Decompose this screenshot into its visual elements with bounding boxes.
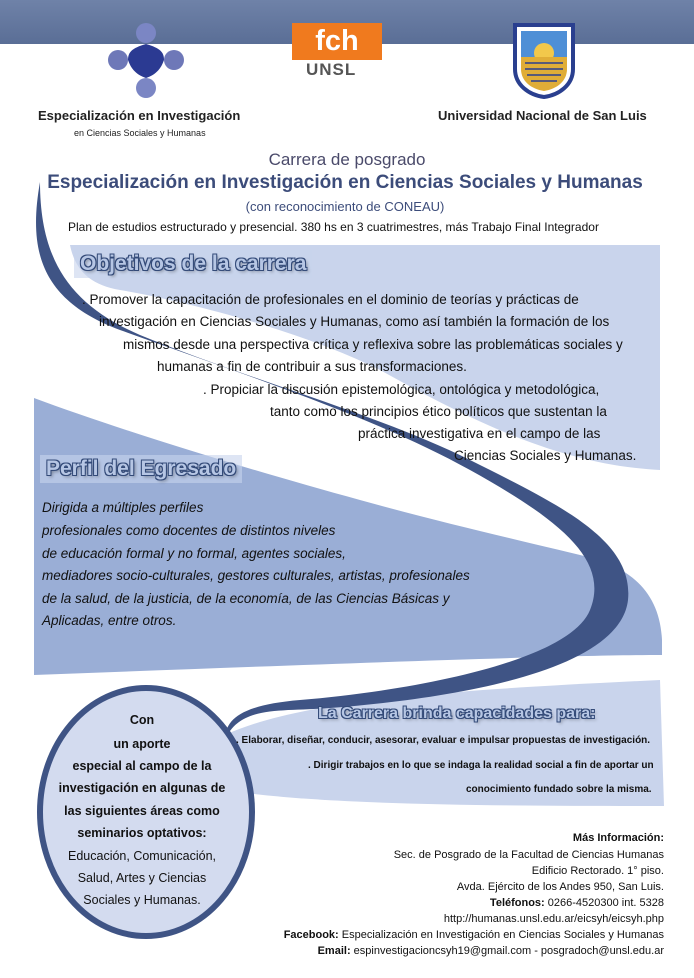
seminar-intro-line: seminarios optativos: — [77, 826, 207, 840]
contact-phone — [490, 897, 664, 909]
profile-line: mediadores socio-culturales, gestores culturales, artistas, profesionales — [42, 568, 470, 583]
seminar-area-line: Educación, Comunicación, — [68, 849, 216, 863]
facebook-label: Facebook: — [283, 929, 339, 941]
email-label: Email: — [317, 945, 351, 957]
seminar-intro-line: un aporte — [113, 737, 171, 751]
objective-line: práctica investigativa en el campo de las — [358, 426, 601, 441]
objective-line: humanas a fin de contribuir a sus transformaciones. — [157, 359, 467, 374]
objective-line: . Promover la capacitación de profesionales en el dominio de teorías y prácticas de — [82, 292, 579, 307]
objective-line: tanto como los principios ético políticos que sustentan la — [270, 404, 607, 419]
contact-email — [318, 945, 664, 957]
profile-line: Aplicadas, entre otros. — [42, 613, 177, 628]
contact-website-link[interactable]: http://humanas.unsl.edu.ar/eicsyh/eicsyh.php — [443, 913, 664, 925]
career-kicker: Carrera de posgrado — [268, 150, 426, 169]
objective-line: Ciencias Sociales y Humanas. — [454, 448, 637, 463]
contact-heading: Más Información: — [572, 832, 664, 844]
profile-line: de educación formal y no formal, agentes sociales, — [42, 546, 346, 561]
capacities-heading: La Carrera brinda capacidades para: — [318, 705, 596, 722]
objective-line: investigación en Ciencias Sociales y Humanas, como así también la formación de los — [99, 314, 610, 329]
contact-facebook — [284, 929, 664, 941]
capacity-line: . Elaborar, diseñar, conducir, asesorar, evaluar e impulsar propuestas de investigación. — [236, 735, 651, 746]
profile-line: profesionales como docentes de distintos niveles — [42, 523, 336, 538]
contact-building: Edificio Rectorado. 1° piso. — [531, 865, 664, 877]
capacity-line: . Dirigir trabajos en lo que se indaga la realidad social a fin de aportar un — [308, 760, 654, 771]
phone-value: 0266-4520300 int. 5328 — [544, 897, 664, 909]
seminar-area-line: Salud, Artes y Ciencias — [77, 871, 207, 885]
objectives-heading: Objetivos de la carrera — [74, 250, 312, 278]
program-logo-subtitle: en Ciencias Sociales y Humanas — [74, 128, 206, 138]
profile-line: de la salud, de la justicia, de la economía, de las Ciencias Básicas y — [42, 591, 450, 606]
university-crest-icon — [513, 23, 575, 99]
objective-line: . Propiciar la discusión epistemológica, ontológica y metodológica, — [203, 382, 600, 397]
university-name: Universidad Nacional de San Luis — [438, 108, 647, 123]
facebook-link[interactable]: Especialización en Investigación en Ciencias Sociales y Humanas — [338, 929, 664, 941]
objective-line: mismos desde una perspectiva crítica y reflexiva sobre las problemáticas sociales y — [123, 337, 623, 352]
seminar-intro-line: investigación en algunas de — [58, 781, 226, 795]
seminar-intro-line: Con — [129, 713, 155, 727]
seminar-intro-line: especial al campo de la — [72, 759, 212, 773]
seminar-area-line: Sociales y Humanas. — [83, 893, 201, 907]
capacity-line: conocimiento fundado sobre la misma. — [466, 784, 652, 795]
profile-heading: Perfil del Egresado — [40, 455, 242, 483]
unsl-logo-label: UNSL — [306, 60, 357, 79]
fch-logo: fch — [292, 23, 382, 60]
especializacion-logo — [106, 22, 186, 100]
program-logo-title: Especialización en Investigación — [38, 108, 241, 123]
profile-line: Dirigida a múltiples perfiles — [42, 500, 204, 515]
page-title: Especialización en Investigación en Ciencias Sociales y Humanas — [47, 172, 643, 193]
email-link[interactable]: espinvestigacioncsyh19@gmail.com - posgradoch@unsl.edu.ar — [350, 945, 664, 957]
study-plan: Plan de estudios estructurado y presencial. 380 hs en 3 cuatrimestres, más Trabajo Final Integrador — [68, 220, 599, 234]
coneau-recognition: (con reconocimiento de CONEAU) — [245, 199, 445, 214]
contact-secretariat: Sec. de Posgrado de la Facultad de Ciencias Humanas — [393, 849, 664, 861]
seminar-intro-line: las siguientes áreas como — [64, 804, 220, 818]
phone-label: Teléfonos: — [489, 897, 545, 909]
contact-address: Avda. Ejército de los Andes 950, San Luis. — [456, 881, 664, 893]
